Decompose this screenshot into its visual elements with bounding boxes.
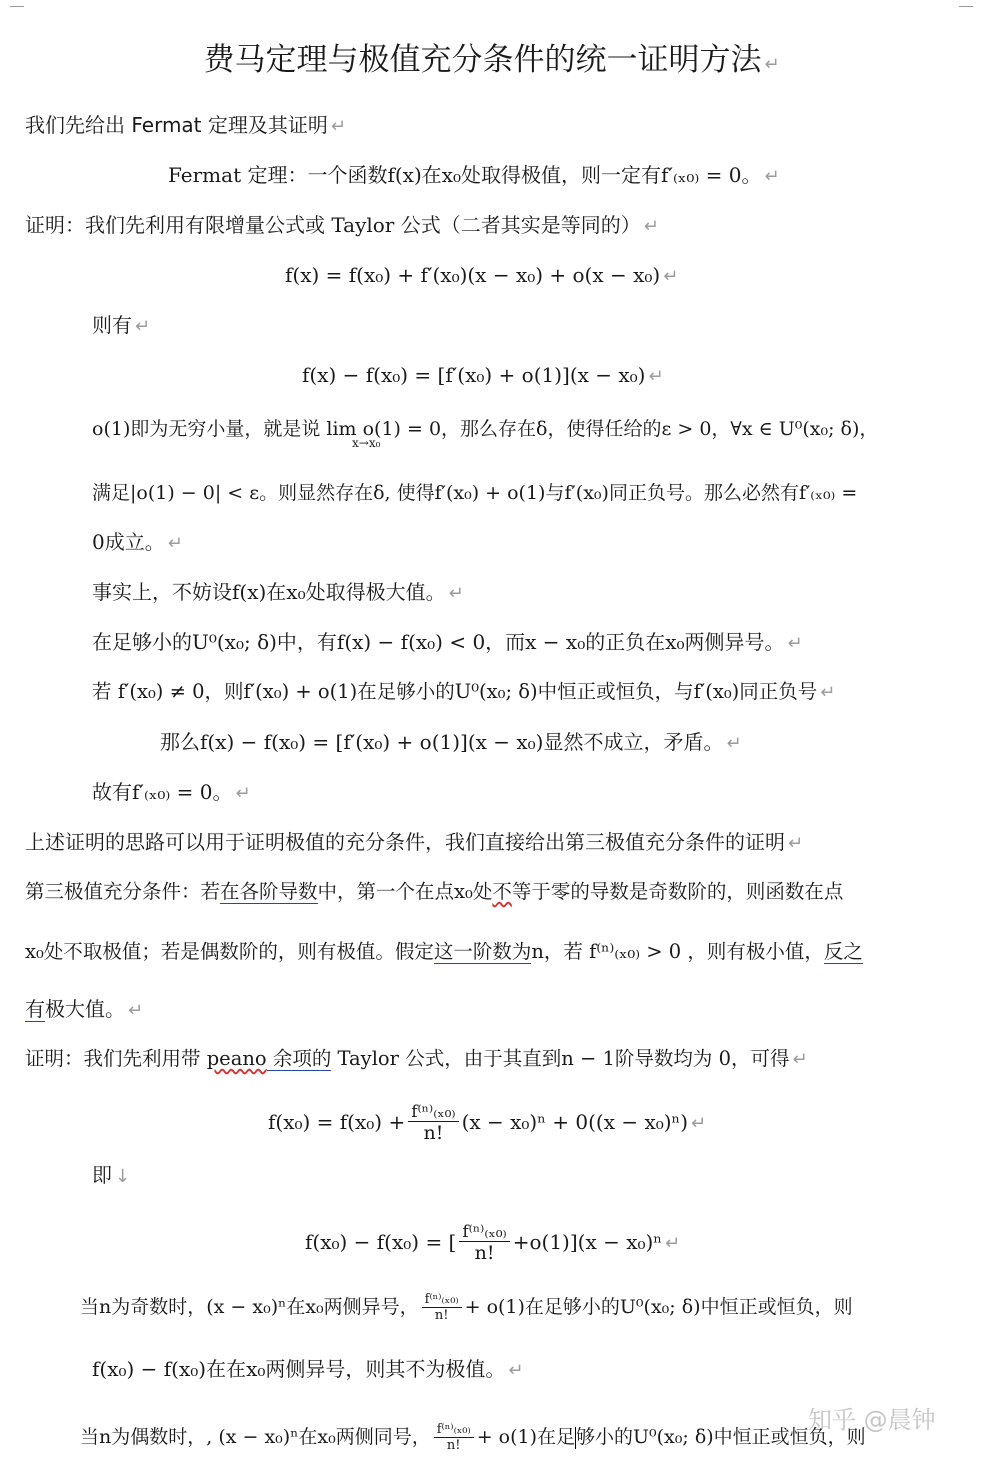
equation-1: f(x) = f(x₀) + f′(x₀)(x − x₀) + o(x − x₀) ↵ [285, 263, 679, 287]
paragraph-mark: ↵ [135, 316, 151, 337]
paragraph-mark: ↵ [648, 366, 664, 387]
underlined-text: 余项的 [266, 1047, 332, 1070]
fraction: $\frac{\text{f⁽ⁿ⁾₍ₓ₀₎}}{n!}$ [459, 1223, 509, 1264]
fraction: $\frac{\text{f⁽ⁿ⁾₍ₓ₀₎}}{n!}$ [434, 1423, 474, 1453]
proof2-intro: 证明：我们先利用带 peano 余项的 Taylor 公式，由于其直到n − 1阶导数均为 0，可得 ↵ [25, 1047, 808, 1070]
spellcheck-underline: 不 [492, 880, 512, 903]
satisfy-line: 满足|o(1) − 0| < ε。则显然存在δ, 使得f′(x₀) + o(1)与f′(x₀)同正负号。那么必然有f′₍ₓ₀₎ = [92, 482, 858, 504]
paragraph-mark: ↵ [764, 54, 780, 75]
ji-line: 即 ↓ [92, 1163, 131, 1187]
idea-line: 上述证明的思路可以用于证明极值的充分条件，我们直接给出第三极值充分条件的证明 ↵ [25, 830, 804, 854]
paragraph-mark: ↵ [792, 1049, 808, 1070]
document-title: 费马定理与极值充分条件的统一证明方法 ↵ [203, 42, 780, 78]
paragraph-mark: ↵ [764, 166, 780, 187]
spellcheck-underline: peano [206, 1047, 267, 1070]
fact-line: 事实上，不妨设f(x)在x₀处取得极大值。 ↵ [92, 580, 464, 604]
fraction: $\frac{\text{f⁽ⁿ⁾₍ₓ₀₎}}{n!}$ [422, 1293, 462, 1323]
odd-case-line-2: f(x₀) − f(x₀)在在x₀两侧异号，则其不为极值。 ↵ [92, 1357, 524, 1381]
underlined-text: 反之 [823, 940, 863, 963]
paragraph-mark: ↵ [820, 682, 836, 703]
paragraph-mark: ↵ [448, 583, 464, 604]
paragraph-mark: ↵ [664, 1233, 681, 1254]
line-break-mark: ↓ [115, 1166, 131, 1187]
zhihu-watermark: 知乎 @晨钟 [808, 1406, 936, 1434]
underlined-text: 这一阶数为 [433, 940, 532, 963]
equation-3: f(x₀) = f(x₀) + $\frac{\text{f⁽ⁿ⁾₍ₓ₀₎}}{n!}$ (x − x₀)ⁿ + 0((x − x₀)ⁿ) ↵ [268, 1102, 707, 1144]
intro-line: 我们先给出 Fermat 定理及其证明 ↵ [25, 113, 346, 137]
paragraph-mark: ↵ [643, 216, 659, 237]
then-have-line: 则有 ↵ [92, 313, 151, 337]
holds-line: 0成立。 ↵ [92, 530, 183, 554]
paragraph-mark: ↵ [235, 783, 251, 804]
paragraph-mark: ↵ [726, 733, 742, 754]
paragraph-mark: ↵ [788, 833, 804, 854]
equation-4: f(x₀) − f(x₀) = [ $\frac{\text{f⁽ⁿ⁾₍ₓ₀₎}}{n!}$ +o(1)](x − x₀)ⁿ ↵ [305, 1222, 681, 1264]
equation-2: f(x) − f(x₀) = [f′(x₀) + o(1)](x − x₀) ↵ [302, 363, 664, 387]
proof1-intro: 证明：我们先利用有限增量公式或 Taylor 公式（二者其实是等同的） ↵ [25, 213, 659, 237]
o1-definition-line: o(1)即为无穷小量，就是说 lim o(1) = 0，那么存在δ，使得任给的ε > 0，∀x ∈ U⁰(x₀; δ)， [92, 418, 879, 440]
underlined-text: 有 [25, 997, 45, 1021]
if-line: 若 f′(x₀) ≠ 0，则f′(x₀) + o(1)在足够小的U⁰(x₀; δ)中恒正或恒负，与f′(x₀)同正负号 ↵ [92, 680, 836, 703]
paragraph-mark: ↵ [508, 1360, 524, 1381]
paragraph-mark: ↵ [663, 266, 679, 287]
paragraph-mark: ↵ [330, 116, 346, 137]
paragraph-mark: ↵ [167, 533, 183, 554]
paragraph-mark: ↵ [128, 1000, 144, 1021]
odd-case-line-1: 当n为奇数时，(x − x₀)ⁿ在x₀两侧异号， $\frac{\text{f⁽ⁿ⁾₍ₓ₀₎}}{n!}$ + o(1)在足够小的U⁰(x₀; δ)中恒正或恒负，则 [80, 1292, 853, 1323]
third-condition-line-3: 有极大值。 ↵ [25, 997, 144, 1021]
neighborhood-line: 在足够小的U⁰(x₀; δ)中，有f(x) − f(x₀) < 0，而x − x₀的正负在x₀两侧异号。 ↵ [92, 630, 803, 654]
limit-subscript: x→x₀ [352, 436, 381, 450]
therefore-line: 故有f′₍ₓ₀₎ = 0。 ↵ [92, 780, 251, 804]
even-case-line-1: 当n为偶数时，, (x − x₀)ⁿ在x₀两侧同号， $\frac{\text{f⁽ⁿ⁾₍ₓ₀₎}}{n!}$ + o(1)在足够小的U⁰(x₀; δ)中恒正或恒负，则 [80, 1422, 866, 1453]
fraction: $\frac{\text{f⁽ⁿ⁾₍ₓ₀₎}}{n!}$ [408, 1103, 458, 1144]
third-condition-line-2: x₀处不取极值；若是偶数阶的，则有极值。假定这一阶数为n，若 f⁽ⁿ⁾₍ₓ₀₎ > 0 ，则有极小值，反之 [25, 940, 863, 963]
crop-mark-right [959, 0, 973, 7]
paragraph-mark: ↵ [787, 633, 803, 654]
crop-mark-left [10, 0, 24, 7]
third-condition-line-1: 第三极值充分条件：若在各阶导数中，第一个在点x₀处不等于零的导数是奇数阶的，则函数在点 [25, 880, 844, 903]
underlined-text: 在各阶导数 [220, 880, 318, 903]
fermat-statement: Fermat 定理：一个函数f(x)在x₀处取得极值，则一定有f′₍ₓ₀₎ = 0。 ↵ [168, 163, 780, 187]
contradiction-line: 那么f(x) − f(x₀) = [f′(x₀) + o(1)](x − x₀)显然不成立，矛盾。 ↵ [160, 730, 742, 754]
paragraph-mark: ↵ [691, 1113, 707, 1134]
